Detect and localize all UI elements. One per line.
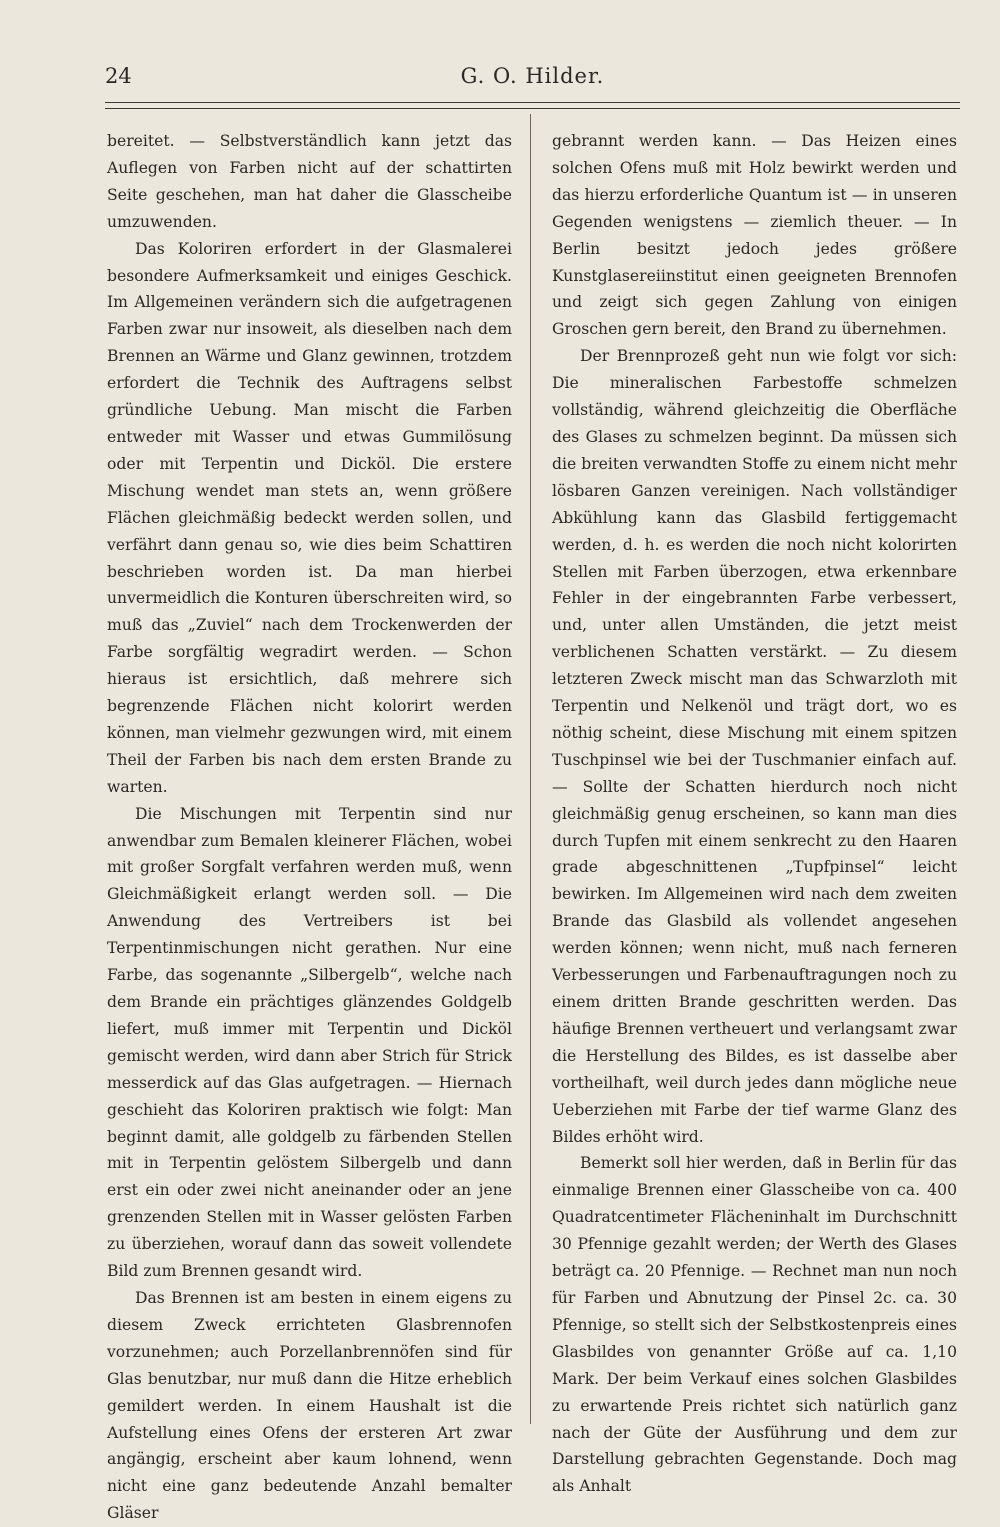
right-column [552,128,957,1500]
paragraph: Der Brennprozeß geht nun wie folgt vor sich: Die mineralischen Farbestoffe schmelzen vollständig, während gleichzeitig die Oberfläche des Glases zu schmelzen beginnt. Da müssen sich die breiten verwandten Stoffe zu einem nicht mehr lösbaren Ganzen vereinigen. Nach vollständiger Abkühlung kann das Glasbild fertiggemacht werden, d. h. es werden die noch nicht kolorirten Stellen mit Farben überzogen, etwa erkennbare Fehler in der eingebrannten Farbe verbessert, und, unter allen Umständen, die jetzt meist verblichenen Schatten verstärkt. — Zu diesem letzteren Zweck mischt man das Schwarzloth mit Terpentin und Nelkenöl und trägt dort, wo es nöthig scheint, diese Mischung mit einem spitzen Tuschpinsel wie bei der Tuschmanier einfach auf. — Sollte der Schatten hierdurch noch nicht gleichmäßig genug erscheinen, so kann man dies durch Tupfen mit einem senkrecht zu den Haaren grade abgeschnittenen „Tupfpinsel“ leicht bewirken. Im Allgemeinen wird nach dem zweiten Brande das Glasbild als vollendet angesehen werden können; wenn nicht, muß nach ferneren Verbesserungen und Farbenauftragungen noch zu einem dritten Brande geschritten werden. Das häufige Brennen vertheuert und verlangsamt zwar die Herstellung des Bildes, es ist dasselbe aber vortheilhaft, weil durch jedes dann mögliche neue Ueberziehen mit Farbe der tief warme Glanz des Bildes erhöht wird. [552,347,957,1146]
page-number: 24 [105,64,132,88]
left-column [107,128,512,1527]
paragraph: gebrannt werden kann. — Das Heizen eines solchen Ofens muß mit Holz bewirkt werden und das hierzu erforderliche Quantum ist — in unseren Gegenden wenigstens — ziemlich theuer. — In Berlin besitzt jedoch jedes größere Kunstglasereiinstitut einen geeigneten Brennofen und zeigt sich gegen Zahlung von einigen Groschen gern bereit, den Brand zu übernehmen. [552,132,957,339]
page-header [105,64,960,98]
paragraph: bereitet. — Selbstverständlich kann jetzt das Auflegen von Farben nicht auf der schattirten Seite geschehen, man hat daher die Glasscheibe umzuwenden. [107,132,512,231]
paragraph: Das Brennen ist am besten in einem eigens zu diesem Zweck errichteten Glasbrennofen vorzunehmen; auch Porzellanbrennöfen sind für Glas benutzbar, nur muß dann die Hitze erheblich gemildert werden. In einem Haushalt ist die Aufstellung eines Ofens der ersteren Art zwar angängig, erscheint aber kaum lohnend, wenn nicht eine ganz bedeutende Anzahl bemalter Gläser [107,1288,512,1523]
paragraph: Bemerkt soll hier werden, daß in Berlin für das einmalige Brennen einer Glasscheibe von ca. 400 Quadratcentimeter Flächeninhalt im Durchschnitt 30 Pfennige gezahlt werden; der Werth des Glases beträgt ca. 20 Pfennige. — Rechnet man nun noch für Farben und Abnutzung der Pinsel 2c. ca. 30 Pfennige, so stellt sich der Selbstkostenpreis eines Glasbildes von genannter Größe auf ca. 1,10 Mark. Der beim Verkauf eines solchen Glasbildes zu erwartende Preis richtet sich natürlich ganz nach der Güte der Ausführung und dem zur Darstellung gebrachten Gegenstande. Doch mag als Anhalt [552,1154,957,1496]
header-double-rule [105,102,960,109]
paragraph: Das Koloriren erfordert in der Glasmalerei besondere Aufmerksamkeit und einiges Geschick. Im Allgemeinen verändern sich die aufgetragenen Farben zwar nur insoweit, als dieselben nach dem Brennen an Wärme und Glanz gewinnen, trotzdem erfordert die Technik des Auftragens selbst gründliche Uebung. Man mischt die Farben entweder mit Wasser und etwas Gummilösung oder mit Terpentin und Dicköl. Die erstere Mischung wendet man stets an, wenn größere Flächen gleichmäßig bedeckt werden sollen, und verfährt dann genau so, wie dies beim Schattiren beschrieben worden ist. Da man hierbei unvermeidlich die Konturen überschreiten wird, so muß das „Zuviel“ nach dem Trockenwerden der Farbe sorgfältig wegradirt werden. — Schon hieraus ist ersichtlich, daß mehrere sich begrenzende Flächen nicht kolorirt werden können, man vielmehr gezwungen wird, mit einem Theil der Farben bis nach dem ersten Brande zu warten. [107,239,512,796]
running-head: G. O. Hilder. [460,64,605,88]
paragraph: Die Mischungen mit Terpentin sind nur anwendbar zum Bemalen kleinerer Flächen, wobei mit großer Sorgfalt verfahren werden muß, wenn Gleichmäßigkeit erlangt werden soll. — Die Anwendung des Vertreibers ist bei Terpentinmischungen nicht gerathen. Nur eine Farbe, das sogenannte „Silbergelb“, welche nach dem Brande ein prächtiges glänzendes Goldgelb liefert, muß immer mit Terpentin und Dicköl gemischt werden, wird dann aber Strich für Strick messerdick auf das Glas aufgetragen. — Hiernach geschieht das Koloriren praktisch wie folgt: Man beginnt damit, alle goldgelb zu färbenden Stellen mit in Terpentin gelöstem Silbergelb und dann erst ein oder zwei nicht aneinander oder an jene grenzenden Stellen mit in Wasser gelösten Farben zu überziehen, worauf dann das soweit vollendete Bild zum Brennen gesandt wird. [107,804,512,1281]
column-divider [530,114,531,1424]
